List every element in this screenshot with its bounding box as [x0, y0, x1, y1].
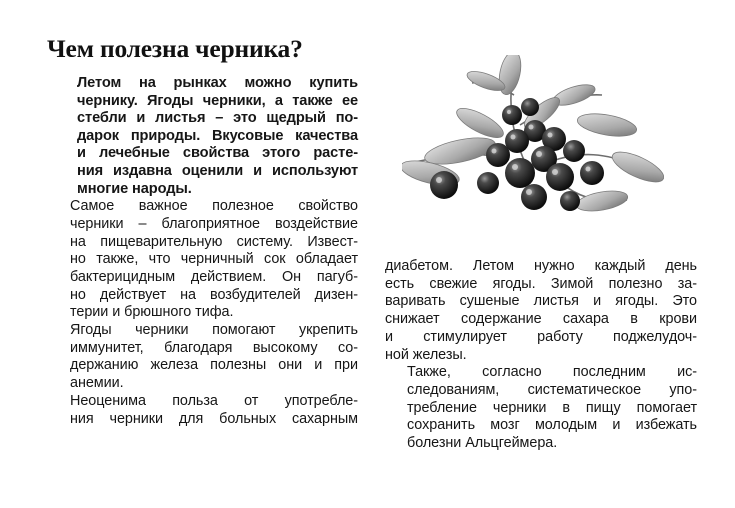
body-paragraph-immunity [48, 322, 358, 393]
body-line: держанию железа полезны они и при [70, 357, 358, 374]
body-line: но действует на возбудителей дизен- [70, 286, 358, 303]
body-line: бактерицидным действием. Он пагуб- [70, 268, 358, 285]
lead-line: Летом на рынках можно купить [77, 75, 358, 91]
body-line: Также, согласно последним ис- [407, 364, 697, 381]
body-line: и стимулирует работу поджелудоч- [385, 328, 697, 345]
body-line: есть свежие ягоды. Зимой полезно за- [385, 275, 697, 292]
body-paragraph-digestion [48, 198, 358, 322]
lead-line: чернику. Ягоды черники, а также ее [77, 92, 358, 109]
lead-line: ния издавна оценили и используют [77, 162, 358, 179]
body-line: Самое важное полезное свойство [70, 198, 358, 215]
body-line: требление черники в пищу помогает [407, 399, 697, 416]
body-line: анемии. [70, 375, 124, 392]
body-line: иммунитет, благодаря высокому со- [70, 339, 358, 356]
body-line: Неоценима польза от употребле- [70, 392, 358, 409]
article-title: Чем полезна черника? [47, 34, 303, 63]
body-line: но также, что черничный сок обладает [70, 251, 358, 268]
body-paragraph-diabetes-cont [385, 258, 697, 364]
blueberry-photo [402, 55, 664, 225]
body-paragraph-brain [385, 364, 697, 453]
body-line: болезни Альцгеймера. [407, 435, 558, 452]
body-line: диабетом. Летом нужно каждый день [385, 258, 697, 274]
body-paragraph-diabetes-start [48, 393, 358, 428]
body-line: на пищеварительную систему. Извест- [70, 233, 358, 250]
body-line: снижает содержание сахара в крови [385, 311, 697, 328]
body-line: терии и брюшного тифа. [70, 304, 234, 321]
body-line: ния черники для больных сахарным [70, 410, 358, 427]
lead-line: и лечебные свойства этого расте- [77, 145, 358, 162]
lead-line: стебли и листья – это щедрый по- [77, 110, 358, 127]
body-line: следованиям, систематическое упо- [407, 381, 697, 398]
body-line: сохранить мозг молодым и избежать [407, 417, 697, 434]
lead-line: многие народы. [77, 180, 192, 197]
lead-paragraph [48, 75, 358, 198]
body-line: черники – благоприятное воздействие [70, 215, 358, 232]
lead-line: дарок природы. Вкусовые качества [77, 127, 358, 144]
left-column [48, 75, 358, 428]
body-line: ной железы. [385, 346, 467, 363]
body-line: Ягоды черники помогают укрепить [70, 322, 358, 339]
right-column [385, 258, 697, 453]
body-line: варивать сушеные листья и ягоды. Это [385, 293, 697, 310]
